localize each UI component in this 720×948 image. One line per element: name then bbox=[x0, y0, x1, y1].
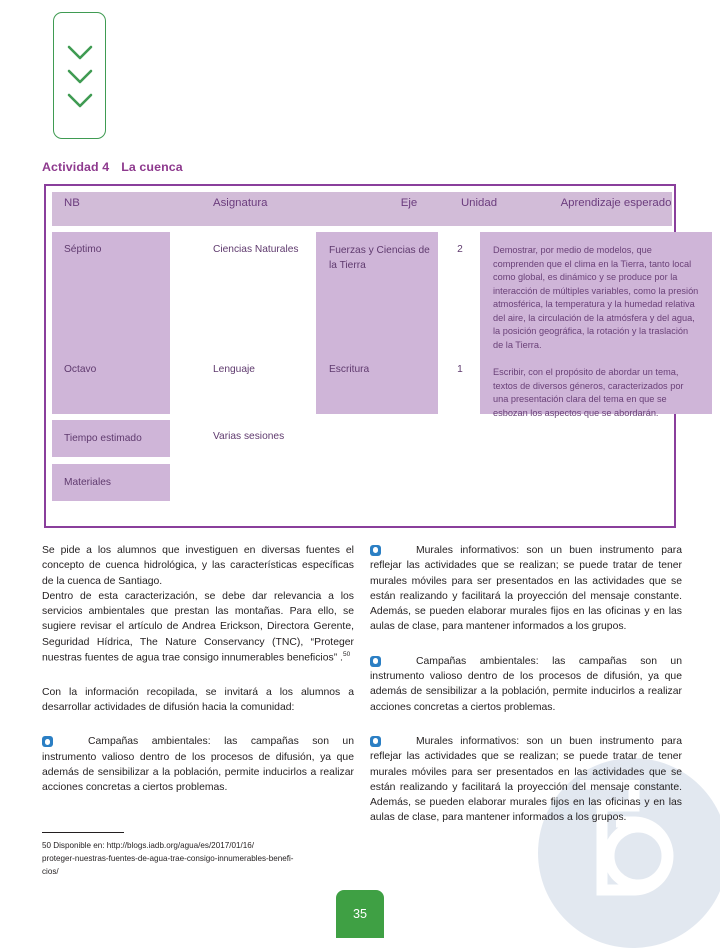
table-cell-eje-escritura: Escritura bbox=[329, 364, 370, 375]
square-circle-bullet-icon bbox=[370, 656, 381, 667]
table-header-eje: Eje bbox=[400, 197, 418, 209]
table-cell-nb-octavo: Octavo bbox=[64, 364, 97, 375]
chevron-down-icon bbox=[66, 92, 94, 110]
table-row-label-tiempo-estimado: Tiempo estimado bbox=[52, 420, 170, 457]
paragraph-3: Con la información recopilada, se invitará a los alumnos a desarrollar actividades de difusión hacia la comunidad: bbox=[42, 686, 354, 714]
page-number-badge: 35 bbox=[336, 890, 384, 938]
table-header-unidad: Unidad bbox=[460, 197, 498, 209]
list-item-text: Murales informativos: son un buen instrumento para reflejar las actividades que se realizan; se puede tratar de tener murales móviles para ser presentados en las actividades que se están realizando y facilitará la proyección del mensaje constante. Además, se pueden elaborar murales fijos en las oficinas y en las aulas de clase, para mantener informados a los grupos. bbox=[370, 545, 682, 633]
list-item bbox=[370, 654, 682, 715]
list-item bbox=[370, 734, 682, 826]
table-header-aprendizaje: Aprendizaje esperado bbox=[560, 197, 672, 209]
list-item bbox=[370, 543, 682, 635]
footnote-line-1: 50 Disponible en: http://blogs.iadb.org/agua/es/2017/01/16/ bbox=[42, 841, 254, 850]
table-header-asignatura: Asignatura bbox=[213, 197, 268, 209]
square-circle-bullet-icon bbox=[370, 736, 381, 747]
table-cell-asignatura-ciencias: Ciencias Naturales bbox=[213, 244, 299, 255]
footnote bbox=[42, 832, 362, 878]
footnote-line-2: proteger-nuestras-fuentes-de-agua-trae-consigo-innumerables-benefi- bbox=[42, 854, 294, 864]
activity-name: La cuenca bbox=[121, 160, 183, 174]
footnote-line-3: cios/ bbox=[42, 867, 59, 877]
table-cell-aprendizaje-2: Escribir, con el propósito de abordar un tema, textos de diversos géneros, caracterizados por una presentación clara del tema en que se esbozan los aspectos que se abordarán. bbox=[493, 367, 684, 418]
list-item-text: Campañas ambientales: las campañas son un instrumento valioso dentro de los procesos de difusión, ya que además de sensibilizar a la población, permite inducirlos a realizar acciones concretas a ciertos problemas. bbox=[370, 655, 682, 713]
activity-label: Actividad 4 bbox=[42, 160, 110, 174]
body-column-left bbox=[42, 543, 354, 796]
table-cell-eje-fuerzas: Fuerzas y Ciencias de la Tierra bbox=[329, 245, 430, 271]
chevron-decoration-box bbox=[53, 12, 106, 139]
table-row-label-materiales: Materiales bbox=[52, 464, 170, 501]
paragraph-2 bbox=[42, 589, 354, 666]
footnote-ref-50: 50 bbox=[342, 651, 351, 659]
table-cell-asignatura-lenguaje: Lenguaje bbox=[213, 364, 255, 375]
paragraph-2-text: Dentro de esta caracterización, se debe dar relevancia a los servicios ambientales que prestan las montañas. Para ello, se sugiere revisar el artículo de Andrea Erickson, Directora Gerente, Seguridad Hídrica, The Nature Conservancy (TNC), “Proteger nuestras fuentes de agua trae consigo innumerables beneficios” . bbox=[42, 590, 354, 664]
chevron-down-icon bbox=[66, 68, 94, 86]
list-item bbox=[42, 734, 354, 795]
square-circle-bullet-icon bbox=[370, 545, 381, 556]
table-cell-unidad-2: 2 bbox=[457, 244, 463, 255]
body-column-right bbox=[370, 543, 682, 826]
activity-table bbox=[44, 184, 699, 528]
footnote-divider bbox=[42, 832, 124, 833]
square-circle-bullet-icon bbox=[42, 736, 53, 747]
activity-title bbox=[42, 160, 183, 174]
table-column-nb bbox=[52, 232, 170, 414]
table-column-aprendizaje bbox=[480, 232, 712, 418]
table-cell-aprendizaje-1: Demostrar, por medio de modelos, que comprenden que el clima en la Tierra, tanto local como global, es dinámico y se produce por la interacción de múltiples variables, como la presión atmosférica, la temperatura y la humedad relativa del aire, la circulación de la atmósfera y del agua, la posición geográfica, la rotación y la traslación de la Tierra. bbox=[493, 245, 699, 350]
list-item-text: Campañas ambientales: las campañas son un instrumento valioso dentro de los procesos de difusión, ya que además de sensibilizar a la población, permite inducirlos a realizar acciones concretas a ciertos problemas. bbox=[42, 736, 354, 794]
table-cell-nb-septimo: Séptimo bbox=[64, 244, 102, 255]
paragraph-1: Se pide a los alumnos que investiguen en diversas fuentes el concepto de cuenca hidrológica, y las características específicas de la cuenca de Santiago. bbox=[42, 545, 354, 587]
chevron-down-icon bbox=[66, 44, 94, 62]
table-header-nb: NB bbox=[64, 197, 80, 209]
list-item-text: Murales informativos: son un buen instrumento para reflejar las actividades que se realizan; se puede tratar de tener murales móviles para ser presentados en las actividades que se están realizando y facilitará la proyección del mensaje constante. Además, se pueden elaborar murales fijos en las oficinas y en las aulas de clase, para mantener informados a los grupos. bbox=[370, 735, 682, 824]
table-cell-tiempo-estimado-value: Varias sesiones bbox=[213, 431, 285, 442]
table-cell-unidad-1: 1 bbox=[457, 364, 463, 375]
